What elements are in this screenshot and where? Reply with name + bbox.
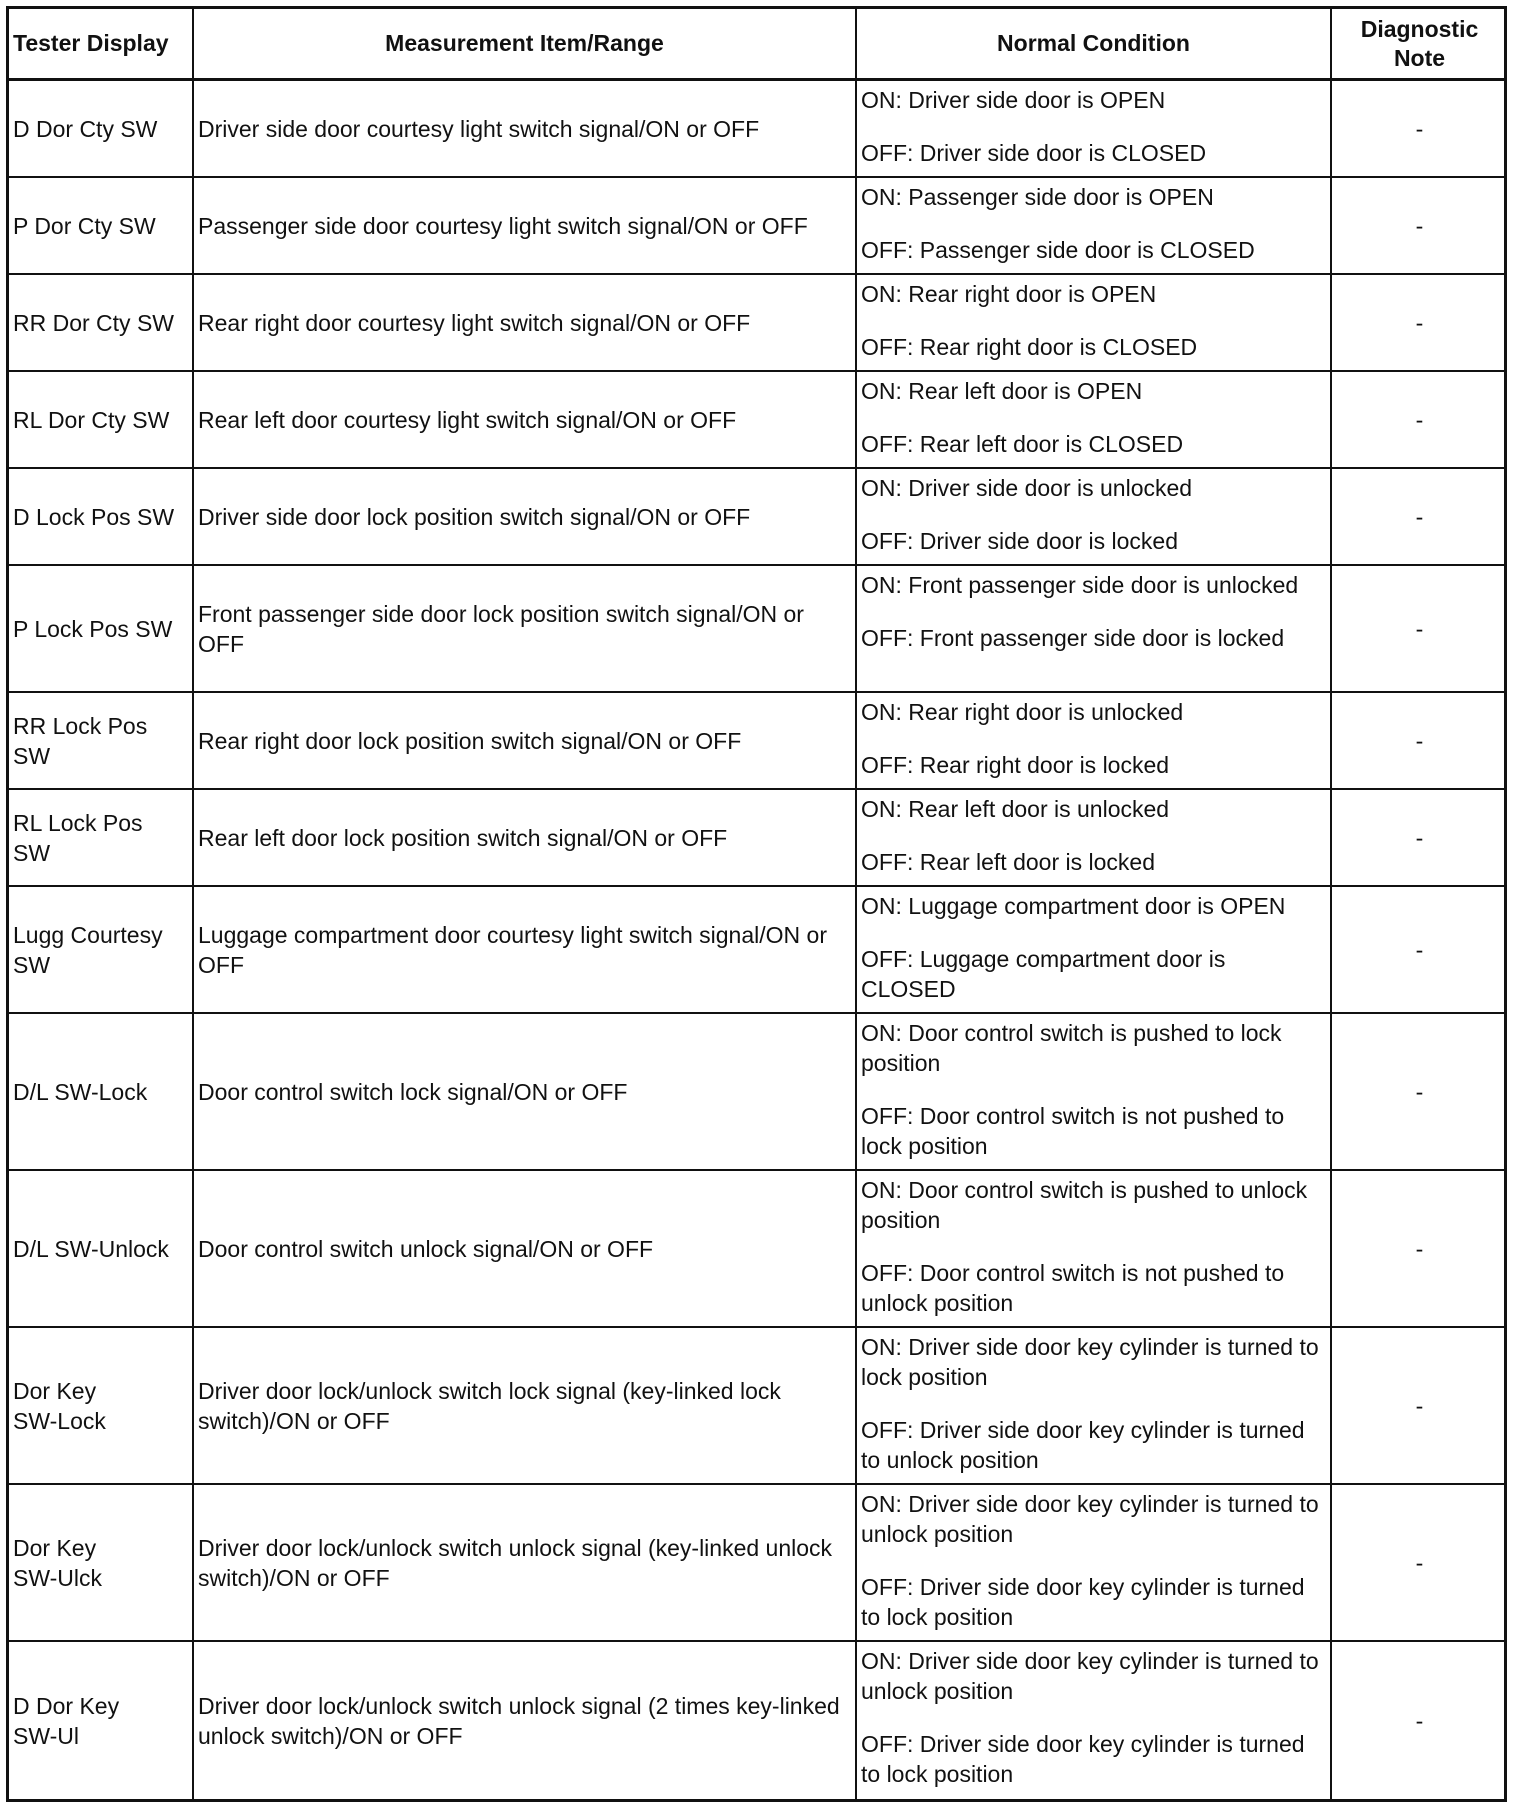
- measurement-cell: [194, 1642, 857, 1800]
- tester-display-text: Lugg Courtesy SW: [13, 921, 163, 978]
- measurement-cell: [194, 178, 857, 275]
- header-measurement: Measurement Item/Range: [194, 9, 857, 81]
- diagnostic-note-cell: [1332, 566, 1507, 693]
- tester-display-cell: [9, 693, 194, 790]
- diagnostic-note-cell: [1332, 887, 1507, 1014]
- measurement-cell: [194, 566, 857, 693]
- tester-display-text: Dor Key SW-Lock: [13, 1377, 106, 1434]
- diagnostic-note-text: -: [1415, 727, 1424, 754]
- diagnostic-note-text: -: [1415, 309, 1424, 336]
- measurement-text: Rear left door lock position switch signal/ON or OFF: [198, 824, 728, 851]
- normal-condition-cell: [857, 1642, 1332, 1800]
- measurement-cell: [194, 887, 857, 1014]
- diagnostic-note-text: -: [1415, 1235, 1424, 1262]
- condition-off-text: OFF: Front passenger side door is locked: [861, 625, 1285, 651]
- diagnostic-note-text: -: [1415, 1078, 1424, 1105]
- diagnostic-note-cell: [1332, 1328, 1507, 1485]
- condition-on-text: ON: Door control switch is pushed to lock position: [861, 1020, 1282, 1076]
- tester-display-text: D Dor Cty SW: [13, 115, 158, 142]
- tester-display-cell: [9, 1485, 194, 1642]
- header-tester-display: Tester Display: [9, 9, 194, 81]
- diagnostic-note-text: -: [1415, 615, 1424, 642]
- condition-on-text: ON: Driver side door key cylinder is turned to lock position: [861, 1334, 1319, 1390]
- condition-off-text: OFF: Rear right door is CLOSED: [861, 334, 1198, 360]
- tester-display-cell: [9, 178, 194, 275]
- normal-condition-cell: [857, 566, 1332, 693]
- measurement-cell: [194, 469, 857, 566]
- diagnostic-note-text: -: [1415, 503, 1424, 530]
- diagnostic-note-text: -: [1415, 1549, 1424, 1576]
- condition-on-text: ON: Rear left door is OPEN: [861, 378, 1143, 404]
- normal-condition-cell: [857, 887, 1332, 1014]
- measurement-text: Luggage compartment door courtesy light switch signal/ON or OFF: [198, 921, 827, 978]
- measurement-text: Door control switch unlock signal/ON or OFF: [198, 1235, 654, 1262]
- tester-display-cell: [9, 1328, 194, 1485]
- tester-display-cell: [9, 1014, 194, 1171]
- normal-condition-cell: [857, 1171, 1332, 1328]
- condition-off-text: OFF: Passenger side door is CLOSED: [861, 237, 1255, 263]
- normal-condition-cell: [857, 790, 1332, 887]
- measurement-text: Driver door lock/unlock switch lock signal (key-linked lock switch)/ON or OFF: [198, 1377, 781, 1434]
- measurement-cell: [194, 275, 857, 372]
- diagnostic-note-cell: [1332, 1171, 1507, 1328]
- condition-on-text: ON: Rear left door is unlocked: [861, 796, 1170, 822]
- condition-off-text: OFF: Rear right door is locked: [861, 752, 1170, 778]
- measurement-cell: [194, 790, 857, 887]
- condition-off-text: OFF: Rear left door is CLOSED: [861, 431, 1184, 457]
- tester-display-text: D Lock Pos SW: [13, 503, 175, 530]
- header-diagnostic-note-label: Diagnostic Note: [1360, 15, 1479, 71]
- normal-condition-cell: [857, 372, 1332, 469]
- condition-on-text: ON: Passenger side door is OPEN: [861, 184, 1214, 210]
- measurement-cell: [194, 1485, 857, 1642]
- measurement-text: Passenger side door courtesy light switch signal/ON or OFF: [198, 212, 808, 239]
- diagnostic-note-text: -: [1415, 212, 1424, 239]
- measurement-text: Driver side door courtesy light switch signal/ON or OFF: [198, 115, 760, 142]
- tester-display-text: D/L SW-Lock: [13, 1078, 148, 1105]
- tester-display-text: D/L SW-Unlock: [13, 1235, 169, 1262]
- normal-condition-cell: [857, 275, 1332, 372]
- condition-off-text: OFF: Door control switch is not pushed to unlock position: [861, 1260, 1285, 1316]
- tester-display-cell: [9, 790, 194, 887]
- diagnostic-note-text: -: [1415, 406, 1424, 433]
- condition-on-text: ON: Rear right door is OPEN: [861, 281, 1157, 307]
- tester-display-cell: [9, 372, 194, 469]
- tester-display-text: P Dor Cty SW: [13, 212, 156, 239]
- measurement-cell: [194, 1171, 857, 1328]
- diagnostic-note-cell: [1332, 1014, 1507, 1171]
- measurement-text: Front passenger side door lock position switch signal/ON or OFF: [198, 600, 804, 657]
- normal-condition-cell: [857, 1328, 1332, 1485]
- condition-on-text: ON: Driver side door key cylinder is turned to unlock position: [861, 1491, 1319, 1547]
- measurement-cell: [194, 693, 857, 790]
- diagnostic-note-text: -: [1415, 1708, 1424, 1734]
- normal-condition-cell: [857, 1014, 1332, 1171]
- tester-display-cell: [9, 1642, 194, 1800]
- normal-condition-cell: [857, 469, 1332, 566]
- condition-off-text: OFF: Door control switch is not pushed to lock position: [861, 1103, 1285, 1159]
- condition-off-text: OFF: Driver side door is locked: [861, 528, 1178, 554]
- header-diagnostic-note: [1332, 9, 1507, 81]
- tester-display-text: P Lock Pos SW: [13, 615, 173, 642]
- tester-display-text: RR Dor Cty SW: [13, 309, 174, 336]
- diagnostic-note-text: -: [1415, 1392, 1424, 1419]
- normal-condition-cell: [857, 178, 1332, 275]
- tester-display-cell: [9, 566, 194, 693]
- diagnostic-note-cell: [1332, 1642, 1507, 1800]
- tester-display-text: RL Dor Cty SW: [13, 406, 170, 433]
- measurement-text: Driver door lock/unlock switch unlock signal (key-linked unlock switch)/ON or OFF: [198, 1534, 833, 1591]
- condition-on-text: ON: Driver side door is OPEN: [861, 87, 1166, 113]
- diagnostic-note-text: -: [1415, 115, 1424, 142]
- measurement-cell: [194, 1014, 857, 1171]
- condition-off-text: OFF: Luggage compartment door is CLOSED: [861, 946, 1226, 1002]
- condition-on-text: ON: Rear right door is unlocked: [861, 699, 1184, 725]
- condition-off-text: OFF: Driver side door key cylinder is turned to lock position: [861, 1574, 1305, 1630]
- normal-condition-cell: [857, 1485, 1332, 1642]
- condition-on-text: ON: Luggage compartment door is OPEN: [861, 893, 1286, 919]
- diagnostic-note-cell: [1332, 469, 1507, 566]
- condition-off-text: OFF: Rear left door is locked: [861, 849, 1155, 875]
- measurement-text: Door control switch lock signal/ON or OFF: [198, 1078, 628, 1105]
- diagnostic-note-text: -: [1415, 824, 1424, 851]
- tester-display-cell: [9, 1171, 194, 1328]
- diagnostic-note-text: -: [1415, 936, 1424, 963]
- measurement-cell: [194, 81, 857, 178]
- measurement-text: Driver side door lock position switch signal/ON or OFF: [198, 503, 751, 530]
- measurement-text: Driver door lock/unlock switch unlock signal (2 times key-linked unlock switch)/ON or OFF: [198, 1693, 840, 1749]
- tester-display-cell: [9, 469, 194, 566]
- normal-condition-cell: [857, 81, 1332, 178]
- condition-on-text: ON: Door control switch is pushed to unlock position: [861, 1177, 1308, 1233]
- condition-off-text: OFF: Driver side door key cylinder is turned to lock position: [861, 1731, 1305, 1787]
- diagnostic-note-cell: [1332, 81, 1507, 178]
- condition-on-text: ON: Driver side door is unlocked: [861, 475, 1193, 501]
- diagnostic-note-cell: [1332, 275, 1507, 372]
- tester-table: [6, 6, 1507, 1802]
- diagnostic-note-cell: [1332, 790, 1507, 887]
- tester-display-text: RR Lock Pos SW: [13, 712, 148, 769]
- condition-on-text: ON: Driver side door key cylinder is turned to unlock position: [861, 1648, 1319, 1704]
- diagnostic-note-cell: [1332, 693, 1507, 790]
- measurement-text: Rear left door courtesy light switch signal/ON or OFF: [198, 406, 737, 433]
- diagnostic-note-cell: [1332, 372, 1507, 469]
- measurement-text: Rear right door courtesy light switch signal/ON or OFF: [198, 309, 751, 336]
- measurement-text: Rear right door lock position switch signal/ON or OFF: [198, 727, 742, 754]
- normal-condition-cell: [857, 693, 1332, 790]
- header-normal-condition: Normal Condition: [857, 9, 1332, 81]
- measurement-cell: [194, 372, 857, 469]
- condition-off-text: OFF: Driver side door is CLOSED: [861, 140, 1207, 166]
- measurement-cell: [194, 1328, 857, 1485]
- diagnostic-note-cell: [1332, 178, 1507, 275]
- tester-display-cell: [9, 887, 194, 1014]
- diagnostic-note-cell: [1332, 1485, 1507, 1642]
- condition-off-text: OFF: Driver side door key cylinder is turned to unlock position: [861, 1417, 1305, 1473]
- tester-display-text: Dor Key SW-Ulck: [13, 1534, 103, 1591]
- tester-display-cell: [9, 81, 194, 178]
- tester-display-text: D Dor Key SW-Ul: [13, 1693, 120, 1749]
- condition-on-text: ON: Front passenger side door is unlocked: [861, 572, 1299, 598]
- tester-display-cell: [9, 275, 194, 372]
- tester-display-text: RL Lock Pos SW: [13, 809, 143, 866]
